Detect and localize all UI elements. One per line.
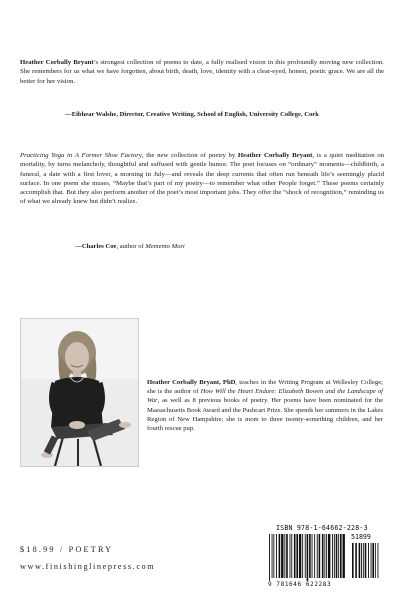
barcode-bar	[314, 534, 315, 578]
barcode-addon-bar	[372, 543, 374, 578]
barcode-addon-bar	[365, 543, 367, 578]
praise-text: ’s strongest collection of poems to date, a fully realised vision in this profoundly moving new collection. She remembers for us what we have forgotten, about birth, death, love, identity with a clear-eyed, honest, poetic grace. We are all the better for her vision.	[20, 59, 384, 85]
bio-name: Heather Corbally Bryant, PhD	[147, 379, 236, 386]
barcode-bar	[312, 534, 313, 578]
barcode-bar	[294, 534, 296, 578]
praise-author-name: Heather Corbally Bryant	[20, 59, 94, 66]
author-photo	[20, 318, 139, 467]
description-attribution	[0, 242, 260, 251]
author-bio	[147, 378, 383, 433]
bio-text-b: , as well as 8 previous books of poetry. Her poems have been nominated for the Massachusetts Book Award and the Pushcart Prize. She spends her summers in the Lakes Region of New Hampshire; she is mom to three twenty-something children, and her fourth rescue pup.	[147, 397, 383, 433]
attribution-book: Memento Mori	[145, 243, 185, 250]
barcode-addon-bar	[359, 543, 361, 578]
book-title: Practicing Yoga in A Former Shoe Factory	[20, 152, 142, 159]
barcode-addon-bar	[371, 543, 372, 578]
description-text-a: , the new collection of poetry by	[141, 152, 238, 159]
description-author: Heather Corbally Bryant	[237, 152, 313, 159]
barcode-bar	[286, 534, 288, 578]
barcode-bar	[332, 534, 333, 578]
isbn-label: ISBN 978-1-64662-228-3	[276, 524, 368, 532]
barcode-addon-bar	[363, 543, 364, 578]
barcode-bar	[284, 534, 285, 578]
barcode-addon-bar	[361, 543, 362, 578]
barcode-bar	[309, 534, 311, 578]
barcode-bar	[324, 534, 325, 578]
barcode-digits: 9 781646 622283	[268, 581, 332, 588]
barcode-bar	[276, 534, 277, 578]
bio-book: How Will the Heart Endure: Elizabeth Bowen and the Landscape of War	[147, 388, 383, 405]
barcode-addon-bar	[355, 543, 357, 578]
praise-attribution-text: —Eibhear Walshe, Director, Creative Writing, School of English, University College, Cork	[65, 111, 319, 118]
barcode-bar	[302, 534, 303, 578]
barcode-bar	[334, 534, 335, 578]
barcode-bar	[269, 534, 270, 581]
book-description	[20, 151, 384, 207]
barcode-bar	[340, 534, 342, 578]
barcode-bar	[281, 534, 283, 578]
author-photo-illustration	[21, 319, 138, 466]
barcode-bar	[338, 534, 339, 578]
barcode-bar	[305, 534, 306, 578]
barcode-bar	[343, 534, 345, 578]
barcode-bar	[336, 534, 338, 578]
barcode-bar	[299, 534, 301, 578]
barcode-bar	[291, 534, 292, 578]
attribution-name: —Charles Coe	[75, 243, 117, 250]
barcode-bar	[296, 534, 298, 578]
barcode-bar	[317, 534, 318, 578]
barcode-bar	[290, 534, 291, 578]
barcode-bar	[319, 534, 321, 578]
barcode-bar	[328, 534, 330, 578]
barcode-addon-bar	[352, 543, 354, 578]
barcode-bar	[322, 534, 324, 578]
praise-attribution	[0, 110, 384, 119]
barcode-bar	[326, 534, 327, 578]
barcode-bar	[307, 534, 309, 581]
attribution-mid: , author of	[116, 243, 146, 250]
description-text-b: , is a quiet meditation on mortality, by turns melancholy, thoughtful and suffused with gentle humor. The poet focuses on “ordinary” moments—childbirth, a funeral, a date with a first lover, a morning in July—and reveals the deep currents that often run beneath life’s seemingly placid surface. In one poem she muses, “Maybe that’s part of my poetry—to remember what other People forget.” These poems certainly accomplish that. But they also perform another of the poet’s most important jobs. They offer the “shock of recognition,” reminding us of what we already knew but didn’t realize.	[20, 152, 384, 206]
publisher-website: www.finishinglinepress.com	[20, 562, 156, 571]
barcode	[268, 534, 380, 582]
barcode-bar	[279, 534, 281, 578]
barcode-addon-bar	[368, 543, 369, 578]
barcode-bar	[272, 534, 273, 578]
barcode-bar	[273, 534, 274, 578]
barcode-addon: 51899	[351, 533, 371, 541]
price-category: $18.99 / POETRY	[20, 545, 114, 554]
praise-quote	[20, 58, 384, 86]
barcode-addon-bar	[378, 543, 379, 578]
barcode-addon-bar	[375, 543, 376, 578]
bio-text-a: , teaches in the Writing Program at Wellesley College; she is the author of	[147, 379, 383, 396]
